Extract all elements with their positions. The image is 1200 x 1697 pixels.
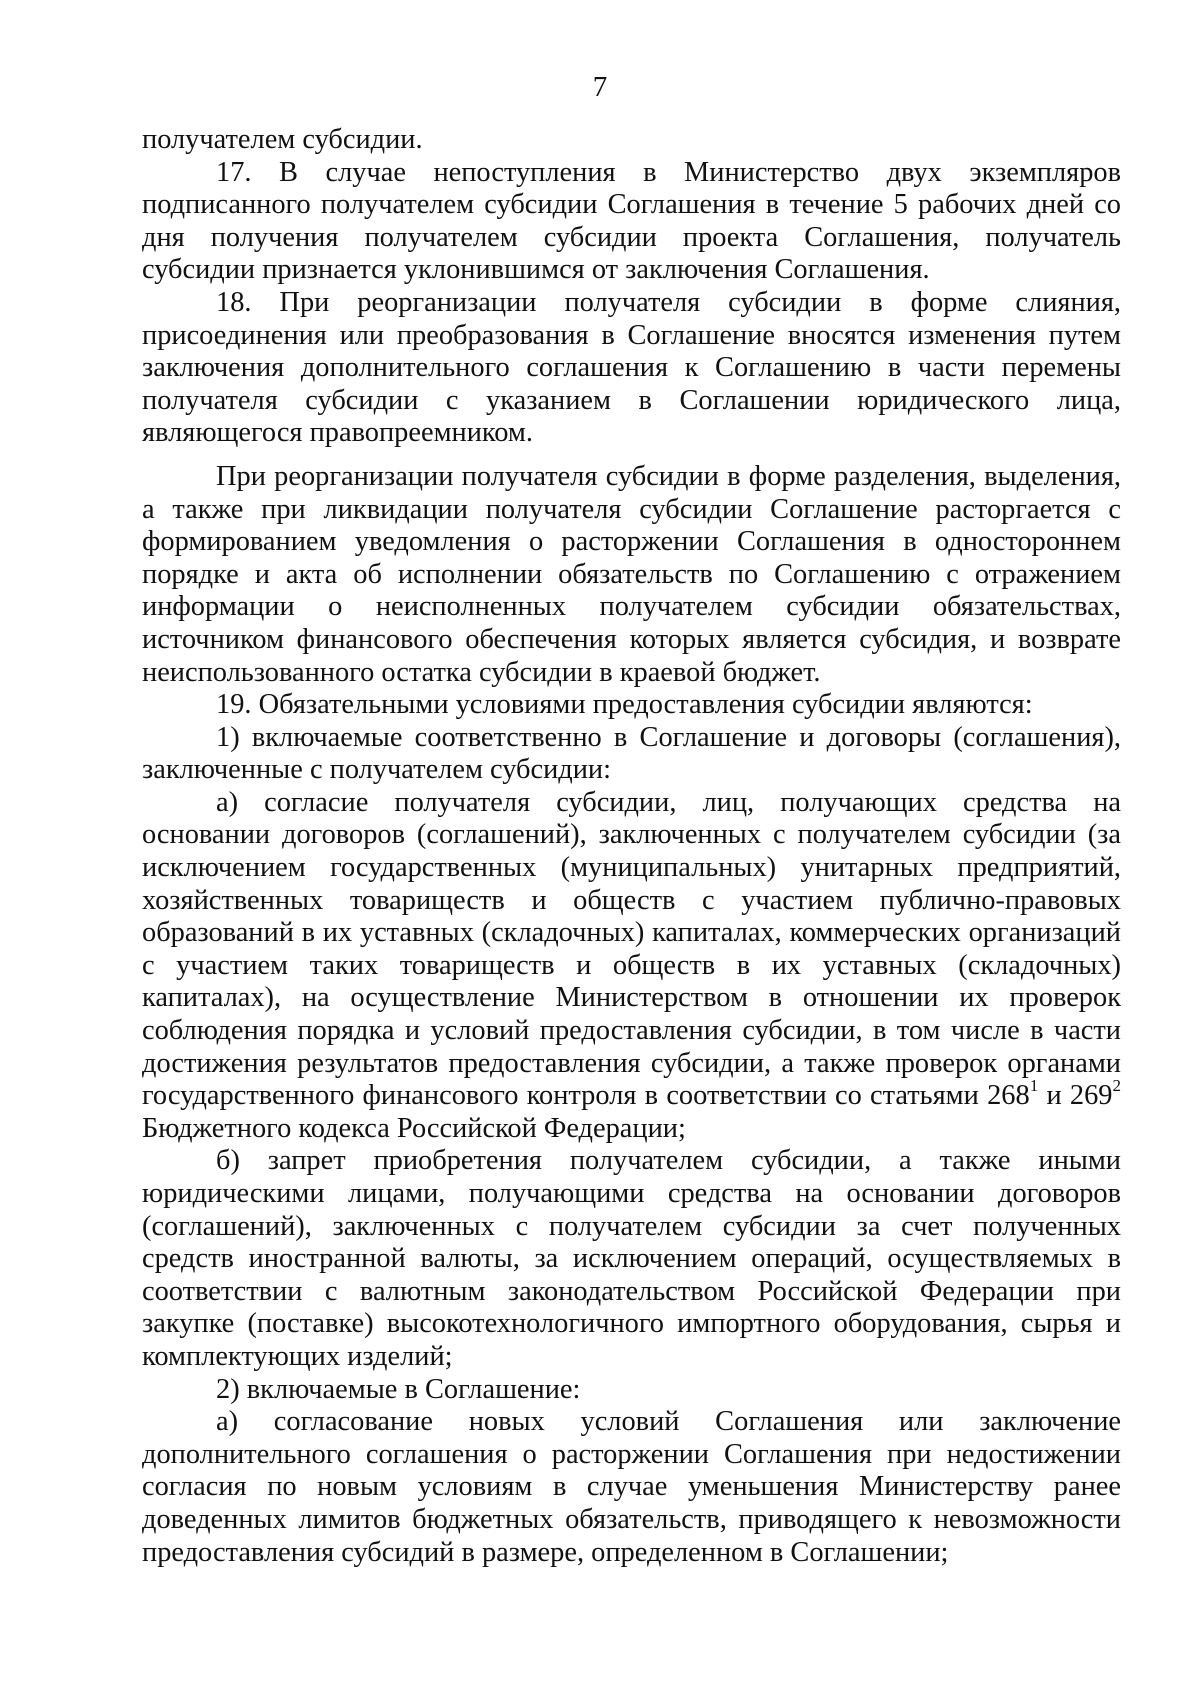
paragraph-19-item-1: 1) включаемые соответственно в Соглашение и договоры (соглашения), заключенные с получателем субсидии: bbox=[142, 721, 1121, 786]
document-body bbox=[142, 124, 1121, 1569]
paragraph-17: 17. В случае непоступления в Министерство двух экземпляров подписанного получателем субсидии Соглашения в течение 5 рабочих дней со дня получения получателем субсидии проекта Соглашения, получатель субсидии признается уклонившимся от заключения Соглашения. bbox=[142, 156, 1121, 286]
paragraph-19-item-2: 2) включаемые в Соглашение: bbox=[216, 1373, 581, 1405]
superscript-article-268: 1 bbox=[1029, 1076, 1039, 1096]
paragraph-continuation: получателем субсидии. bbox=[142, 124, 423, 155]
paragraph-19-item-1a bbox=[142, 787, 1121, 1146]
item-1a-text-mid: и 269 bbox=[1038, 1080, 1113, 1112]
page-number: 7 bbox=[592, 71, 608, 103]
superscript-article-269: 2 bbox=[1112, 1076, 1121, 1096]
item-1a-text-before: а) согласие получателя субсидии, лиц, получающих средства на основании договоров (соглашений), заключенных с получателем субсидии (за исключением государственных (муниципальных) унитарных предприятий, хозяйственных товариществ и обществ с участием публично-правовых образований в их уставных (складочных) капиталах, коммерческих организаций с участием таких товариществ и обществ в их уставных (складочных) капиталах), на осуществление Министерством в отношении их проверок соблюдения порядка и условий предоставления субсидии, в том числе в части достижения результатов предоставления субсидии, а также проверок органами государственного финансового контроля в соответствии со статьями 268 bbox=[142, 786, 1121, 1112]
item-1a-text-after: Бюджетного кодекса Российской Федерации; bbox=[142, 1112, 686, 1144]
paragraph-19-item-2a: а) согласование новых условий Соглашения или заключение дополнительного соглашения о расторжении Соглашения при недостижении согласия по новым условиям в случае уменьшения Министерству ранее доведенных лимитов бюджетных обязательств, приводящего к невозможности предоставления субсидий в размере, определенном в Соглашении; bbox=[142, 1406, 1121, 1568]
paragraph-19-item-1b: б) запрет приобретения получателем субсидии, а также иными юридическими лицами, получающими средства на основании договоров (соглашений), заключенных с получателем субсидии за счет полученных средств иностранной валюты, за исключением операций, осуществляемых в соответствии с валютным законодательством Российской Федерации при закупке (поставке) высокотехнологичного импортного оборудования, сырья и комплектующих изделий; bbox=[142, 1145, 1121, 1372]
paragraph-18: 18. При реорганизации получателя субсидии в форме слияния, присоединения или преобразования в Соглашение вносятся изменения путем заключения дополнительного соглашения к Соглашению в части перемены получателя субсидии с указанием в Соглашении юридического лица, являющегося правопреемником. bbox=[142, 286, 1121, 449]
paragraph-18-reorganization: При реорганизации получателя субсидии в форме разделения, выделения, а также при ликвидации получателя субсидии Соглашение расторгается с формированием уведомления о расторжении Соглашения в одностороннем порядке и акта об исполнении обязательств по Соглашению с отражением информации о неисполненных получателем субсидии обязательствах, источником финансового обеспечения которых является субсидия, и возврате неиспользованного остатка субсидии в краевой бюджет. bbox=[142, 460, 1121, 688]
paragraph-19: 19. Обязательными условиями предоставления субсидии являются: bbox=[216, 689, 1033, 721]
